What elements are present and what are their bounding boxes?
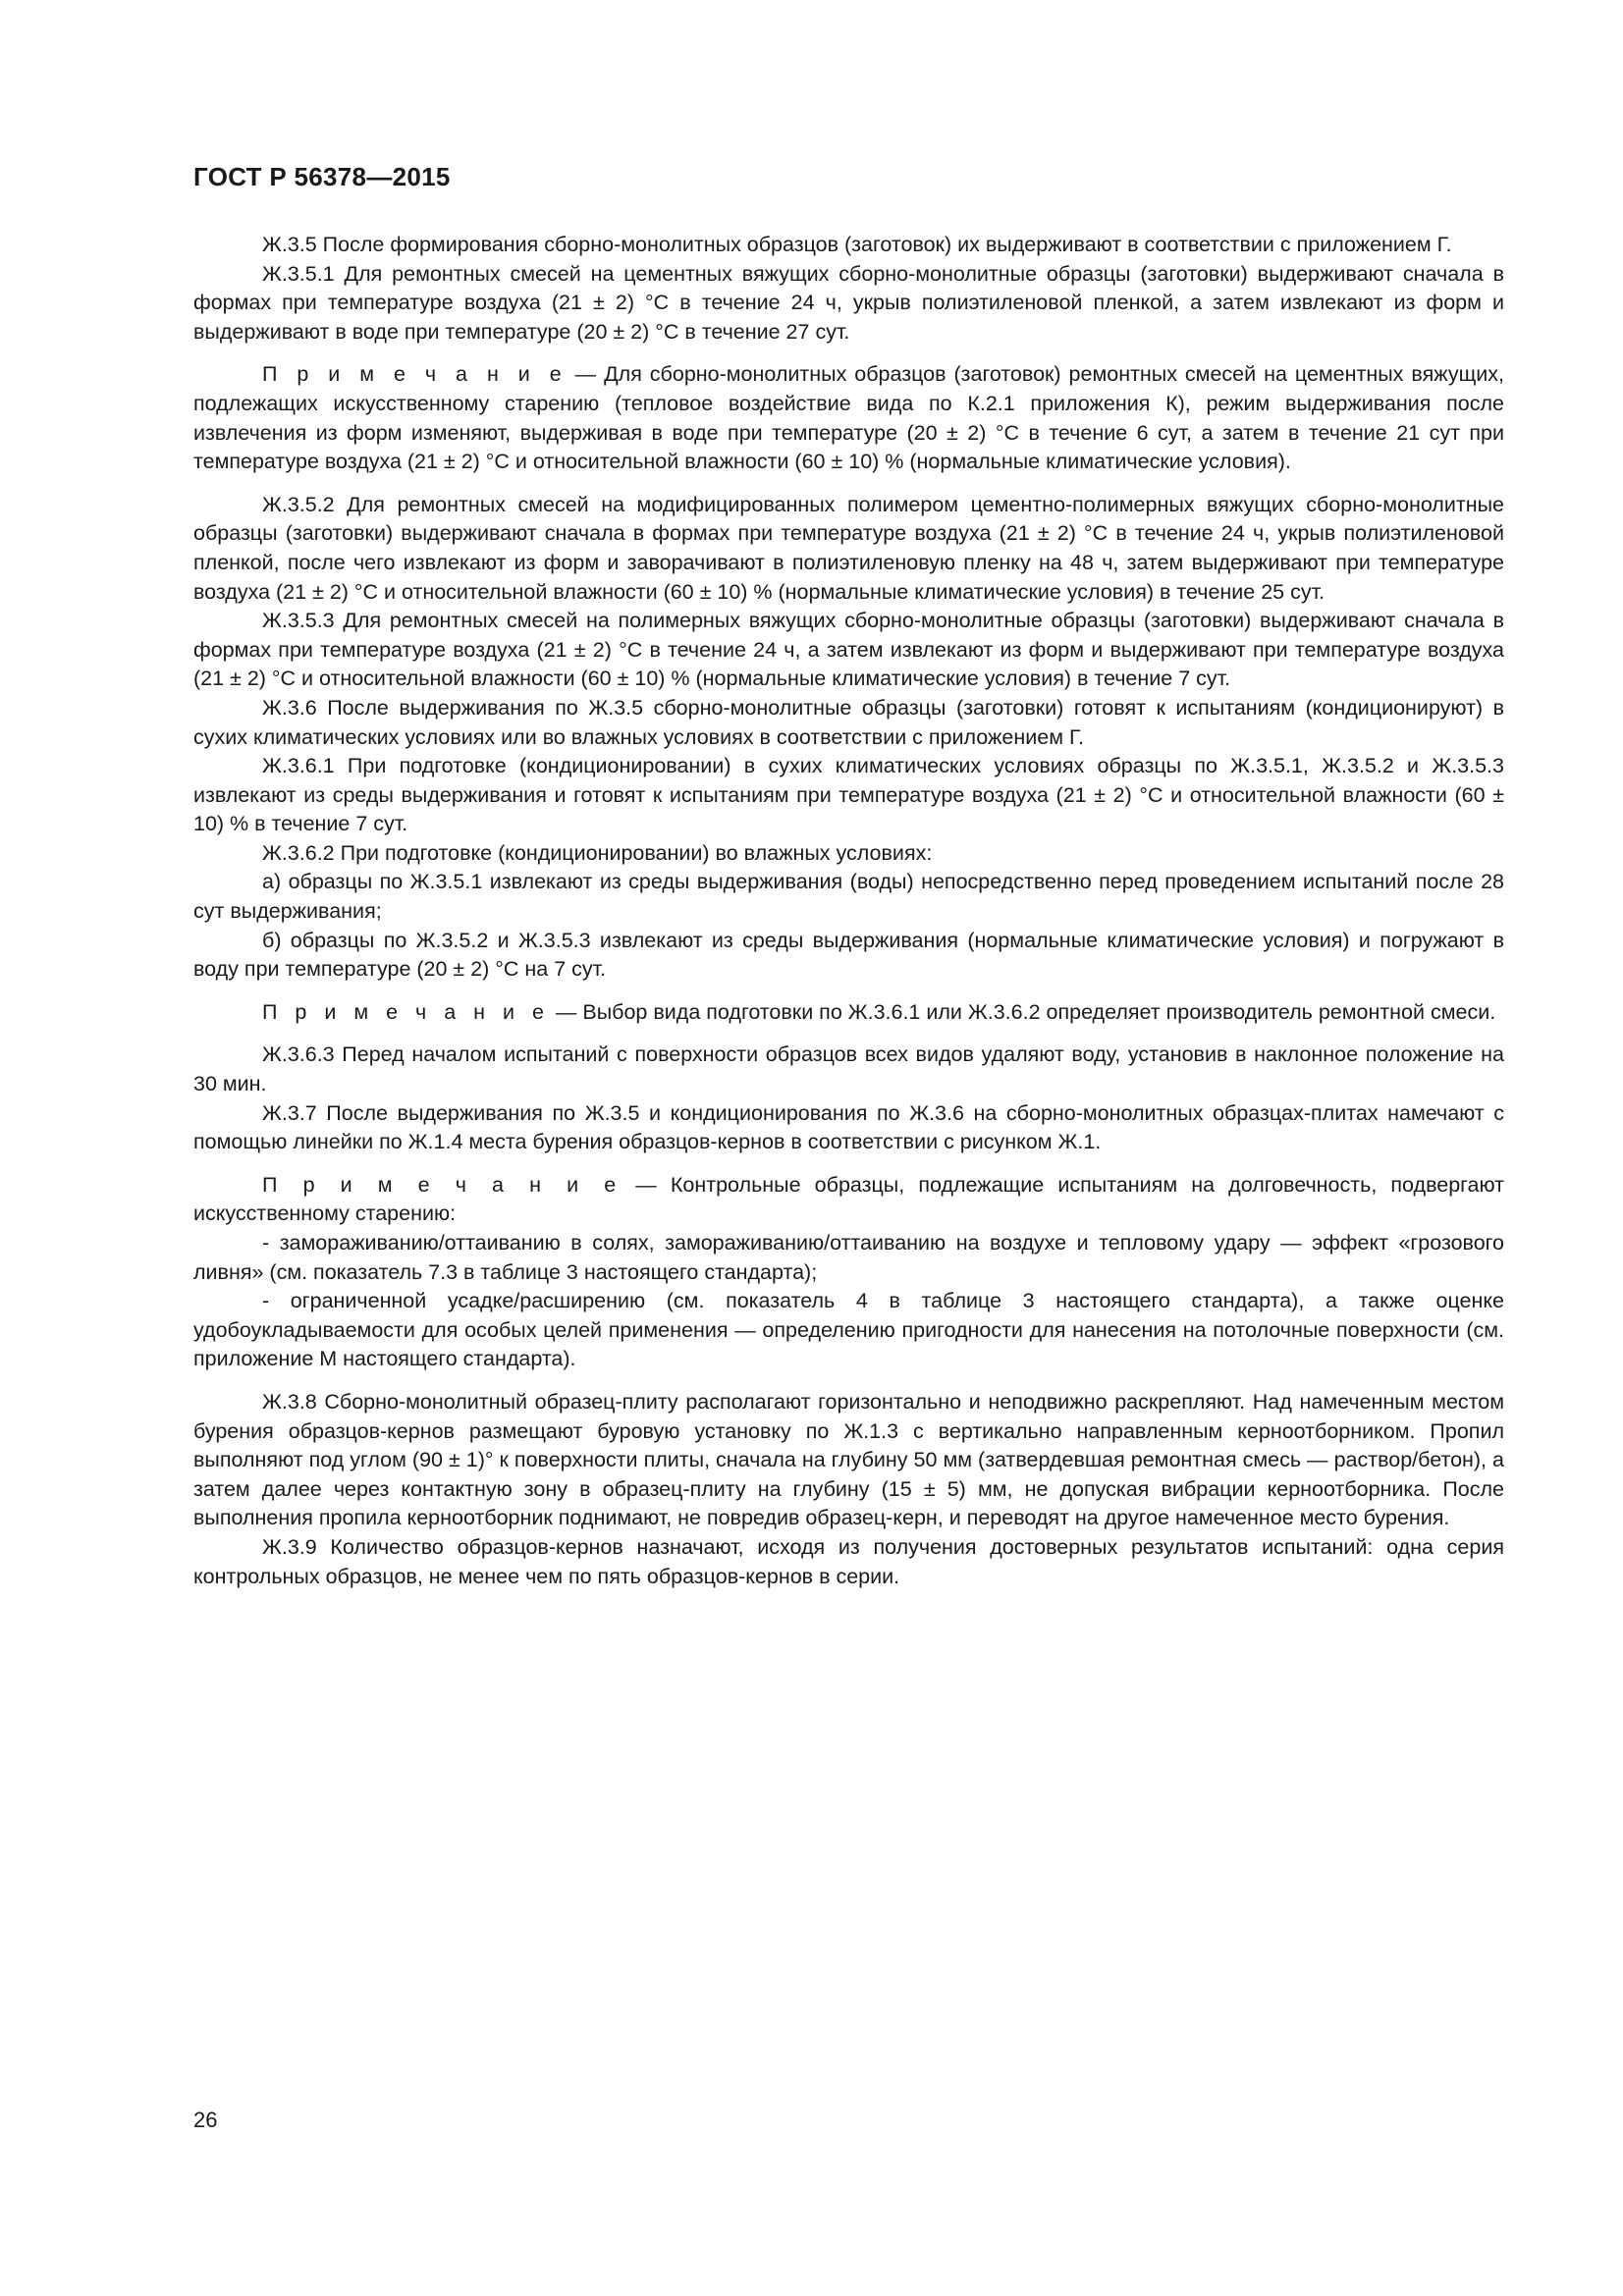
note-label: П р и м е ч а н и е	[262, 1172, 622, 1197]
note-list-item: - ограниченной усадке/расширению (см. показатель 4 в таблице 3 настоящего стандарта), а также оценке удобоукладываемости для особых целей применения — определению пригодности для нанесения на потолочные поверхности (см. приложение М настоящего стандарта).	[193, 1289, 1504, 1371]
note-list-item: - замораживанию/оттаиванию в солях, замораживанию/оттаиванию на воздухе и тепловому удару — эффект «грозового ливня» (см. показатель 7.3 в таблице 3 настоящего стандарта);	[193, 1231, 1504, 1284]
list-item-a: а) образцы по Ж.3.5.1 извлекают из среды выдерживания (воды) непосредственно перед проведением испытаний после 28 сут выдерживания;	[193, 870, 1504, 924]
paragraph-zh-3-9: Ж.3.9 Количество образцов-кернов назначают, исходя из получения достоверных результатов испытаний: одна серия контрольных образцов, не менее чем по пять образцов-кернов в серии.	[193, 1534, 1504, 1588]
note-label: П р и м е ч а н и е	[262, 999, 550, 1024]
paragraph-zh-3-6-1: Ж.3.6.1 При подготовке (кондиционировании) в сухих климатических условиях образцы по Ж.3.5.1, Ж.3.5.2 и Ж.3.5.3 извлекают из среды выдерживания и готовят к испытаниям при температуре воздуха (21 ± 2) °С и относительной влажности (60 ± 10) % в течение 7 сут.	[193, 754, 1504, 836]
note-label: П р и м е ч а н и е	[262, 362, 568, 387]
paragraph-zh-3-6-2: Ж.3.6.2 При подготовке (кондиционировании) во влажных условиях:	[262, 840, 933, 865]
page-number: 26	[193, 2108, 218, 2132]
note-paragraph	[193, 360, 1504, 476]
paragraph-zh-3-5: Ж.3.5 После формирования сборно-монолитных образцов (заготовок) их выдерживают в соответствии с приложением Г.	[262, 233, 1452, 256]
list-item-b: б) образцы по Ж.3.5.2 и Ж.3.5.3 извлекают из среды выдерживания (нормальные климатические условия) и погружают в воду при температуре (20 ± 2) °С на 7 сут.	[193, 928, 1504, 982]
note-paragraph	[193, 998, 1504, 1028]
document-body	[193, 231, 1504, 1591]
paragraph-zh-3-5-1: Ж.3.5.1 Для ремонтных смесей на цементных вяжущих сборно-монолитные образцы (заготовки) выдерживают сначала в формах при температуре воздуха (21 ± 2) °С в течение 24 ч, укрыв полиэтиленовой пленкой, а затем извлекают из форм и выдерживают в воде при температуре (20 ± 2) °С в течение 27 сут.	[193, 261, 1504, 344]
paragraph-zh-3-8: Ж.3.8 Сборно-монолитный образец-плиту располагают горизонтально и неподвижно раскрепляют. Над намеченным местом бурения образцов-кернов размещают буровую установку по Ж.1.3 с вертикально направленным керноотборником. Пропил выполняют под углом (90 ± 1)° к поверхности плиты, сначала на глубину 50 мм (затвердевшая ремонтная смесь — раствор/бетон), а затем далее через контактную зону в образец-плиту на глубину (15 ± 5) мм, не допуская вибрации керноотборника. После выполнения пропила керноотборник поднимают, не повредив образец-керн, и переводят на другое намеченное место бурения.	[193, 1389, 1504, 1530]
note-text: — Для сборно-монолитных образцов (заготовок) ремонтных смесей на цементных вяжущих, подлежащих искусственному старению (тепловое воздействие вида по К.2.1 приложения К), режим выдерживания после извлечения из форм изменяют, выдерживая в воде при температуре (20 ± 2) °С в течение 6 сут, а затем в течение 21 сут при температуре воздуха (21 ± 2) °С и относительной влажности (60 ± 10) % (нормальные климатические условия).	[193, 362, 1505, 474]
note-paragraph	[193, 1171, 1504, 1229]
paragraph-zh-3-5-3: Ж.3.5.3 Для ремонтных смесей на полимерных вяжущих сборно-монолитные образцы (заготовки) выдерживают сначала в формах при температуре воздуха (21 ± 2) °С в течение 24 ч, а затем извлекают из форм и выдерживают при температуре воздуха (21 ± 2) °С и относительной влажности (60 ± 10) % (нормальные климатические условия) в течение 7 сут.	[193, 609, 1504, 691]
paragraph-zh-3-6: Ж.3.6 После выдерживания по Ж.3.5 сборно-монолитные образцы (заготовки) готовят к испытаниям (кондиционируют) в сухих климатических условиях или во влажных условиях в соответствии с приложением Г.	[193, 695, 1504, 749]
note-text: — Контрольные образцы, подлежащие испытаниям на долговечность, подвергают искусственному старению:	[193, 1172, 1504, 1226]
note-text: — Выбор вида подготовки по Ж.3.6.1 или Ж.3.6.2 определяет производитель ремонтной смеси.	[549, 999, 1496, 1024]
paragraph-zh-3-5-2: Ж.3.5.2 Для ремонтных смесей на модифицированных полимером цементно-полимерных вяжущих сборно-монолитные образцы (заготовки) выдерживают сначала в формах при температуре воздуха (21 ± 2) °С в течение 24 ч, укрыв полиэтиленовой пленкой, после чего извлекают из форм и заворачивают в полиэтиленовую пленку на 48 ч, затем выдерживают при температуре воздуха (21 ± 2) °С и относительной влажности (60 ± 10) % (нормальные климатические условия) в течение 25 сут.	[193, 492, 1504, 604]
document-code-header: ГОСТ Р 56378—2015	[193, 162, 451, 191]
paragraph-zh-3-6-3: Ж.3.6.3 Перед началом испытаний с поверхности образцов всех видов удаляют воду, установив в наклонное положение на 30 мин.	[193, 1042, 1504, 1096]
paragraph-zh-3-7: Ж.3.7 После выдерживания по Ж.3.5 и кондиционирования по Ж.3.6 на сборно-монолитных образцах-плитах намечают с помощью линейки по Ж.1.4 места бурения образцов-кернов в соответствии с рисунком Ж.1.	[193, 1100, 1504, 1154]
